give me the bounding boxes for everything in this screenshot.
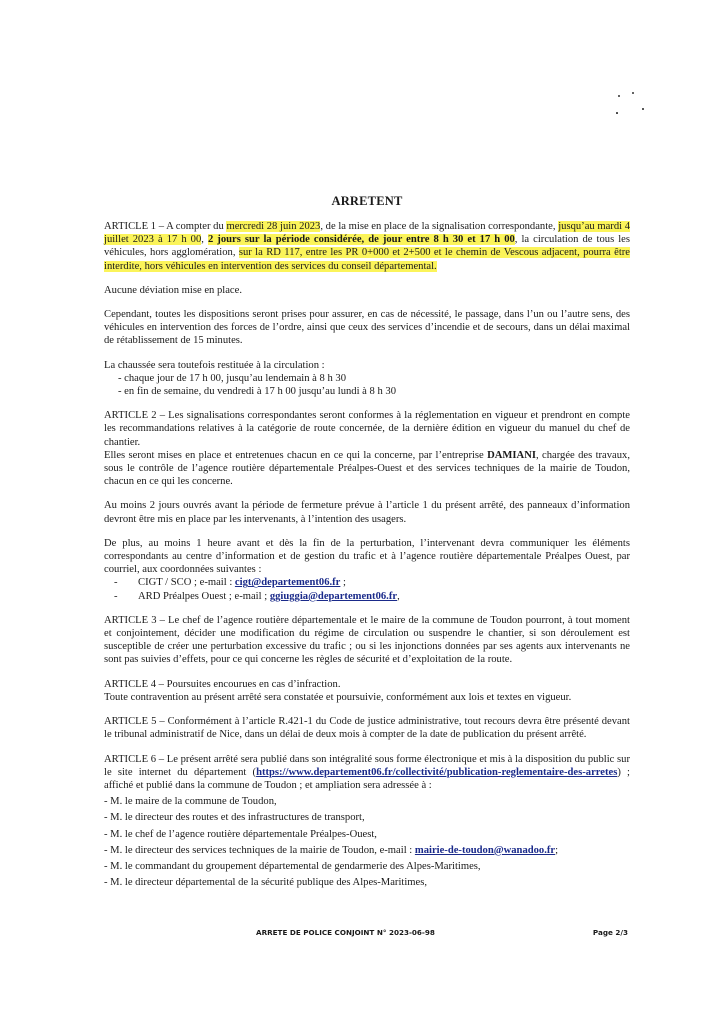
signage-paragraph: Au moins 2 jours ouvrés avant la période de fermeture prévue à l’article 1 du présent arrêté, des panneaux d’information devront être mis en place par les intervenants, à l’intention des usagers. — [104, 500, 630, 525]
article-4-text: Toute contravention au présent arrêté sera constatée et poursuivie, conformément aux lois et textes en vigueur. — [104, 691, 572, 703]
article-2: ARTICLE 2 – Les signalisations correspondantes seront conformes à la réglementation en vigueur et prendront en compte les recommandations relatives à la catégorie de route concernée, de la dernière édition en vigueur du manuel du chef de chantier. — [104, 410, 630, 448]
contact-ard: - ARD Préalpes Ouest ; e-mail ; ggiuggia@departement06.fr, — [114, 590, 400, 602]
ard-email-link[interactable]: ggiuggia@departement06.fr — [269, 590, 398, 602]
page-number: Page 2/3 — [592, 928, 628, 937]
restoration-intro: La chaussée sera toutefois restituée à la circulation : — [104, 359, 325, 371]
article-2-contractor: Elles seront mises en place et entretenues chacun en ce qui la concerne, par l’entreprise DAMIANI, chargée des travaux, sous le contrôle de l’agence routière départementale Préalpes-Ouest et des services techniques de la mairie de Toudon, chacun en ce qui les concerne. — [104, 449, 631, 488]
notification-paragraph: De plus, au moins 1 heure avant et dès la fin de la perturbation, l’intervenant devra communiquer les éléments correspondants au centre d’information et de gestion du trafic et à l’agence routière départementale Préalpes Ouest, par courriel, aux coordonnées suivantes : — [104, 537, 630, 576]
article-1: ARTICLE 1 – A compter du mercredi 28 juin 2023, de la mise en place de la signalisation correspondante, jusqu’au mardi 4 juillet 2023 à 17 h 00, 2 jours sur la période considérée, de jour entre 8 h 30 et 17 h 00, la circulation de tous les véhicules, hors agglomération, sur la RD 117, entre les PR 0+000 et 2+500 et le chemin de Vescous adjacent, pourra être interdite, hors véhicules en intervention des services du conseil départemental. — [104, 221, 631, 272]
cigt-email-link[interactable]: cigt@departement06.fr — [234, 577, 341, 589]
decree-reference: ARRETE DE POLICE CONJOINT N° 2023-06-98 — [256, 928, 435, 937]
no-detour-paragraph: Aucune déviation mise en place. — [104, 284, 242, 296]
restoration-daily: - chaque jour de 17 h 00, jusqu’au lendemain à 8 h 30 — [118, 372, 346, 384]
publication-url-link[interactable]: https://www.departement06.fr/collectivité/publication-reglementaire-des-arretes — [256, 766, 618, 778]
recipient-public-security: - M. le directeur départemental de la sécurité publique des Alpes-Maritimes, — [104, 877, 427, 889]
contact-cigt: - CIGT / SCO ; e-mail : cigt@departement06.fr ; — [114, 577, 346, 589]
page-heading: ARRETENT — [331, 194, 403, 208]
document-body — [104, 220, 630, 889]
restoration-weekend: - en fin de semaine, du vendredi à 17 h 00 jusqu’au lundi à 8 h 30 — [118, 386, 397, 398]
recipient-agency-chief: - M. le chef de l’agence routière départementale Préalpes-Ouest, — [104, 828, 377, 840]
recipient-mayor: - M. le maire de la commune de Toudon, — [104, 796, 277, 808]
mairie-email-link[interactable]: mairie-de-toudon@wanadoo.fr — [414, 844, 556, 856]
recipient-roads-director: - M. le directeur des routes et des infrastructures de transport, — [104, 812, 365, 824]
article-3: ARTICLE 3 – Le chef de l’agence routière départementale et le maire de la commune de Toudon pourront, à tout moment et conjointement, décider une modification du régime de circulation ou suspendre le chantier, si son déroulement est susceptible de créer une perturbation excessive du trafic ; ou si les injonctions données par ses agents aux intervenants ne sont pas suivies d’effets, pour ce qui concerne les règles de sécurité et d’exploitation de la route. — [104, 614, 630, 666]
scan-specks — [612, 92, 652, 122]
article-4-title: ARTICLE 4 – Poursuites encourues en cas d’infraction. — [104, 678, 341, 690]
recipient-gendarmerie: - M. le commandant du groupement départemental de gendarmerie des Alpes-Maritimes, — [104, 860, 481, 872]
article-5: ARTICLE 5 – Conformément à l’article R.421-1 du Code de justice administrative, tout recours devra être présenté devant le tribunal administratif de Nice, dans un délai de deux mois à compter de la date de publication du présent arrêté. — [104, 716, 630, 741]
recipient-technical-director: - M. le directeur des services techniques de la mairie de Toudon, e-mail : mairie-de-toudon@wanadoo.fr; — [104, 844, 559, 856]
emergency-paragraph: Cependant, toutes les dispositions seront prises pour assurer, en cas de nécessité, le passage, dans l’un ou l’autre sens, des véhicules en intervention des forces de l’ordre, ainsi que ceux des services d’incendie et de secours, dans un délai maximal de rétablissement de 15 minutes. — [104, 309, 630, 347]
article-6: ARTICLE 6 – Le présent arrêté sera publié dans son intégralité sous forme électronique et mis à la disposition du public sur le site internet du département (https://www.departement06.fr/collectivité/publication-reglementaire-des-arretes) ; affiché et publié dans la commune de Toudon ; et ampliation sera adressée à : — [104, 753, 630, 791]
